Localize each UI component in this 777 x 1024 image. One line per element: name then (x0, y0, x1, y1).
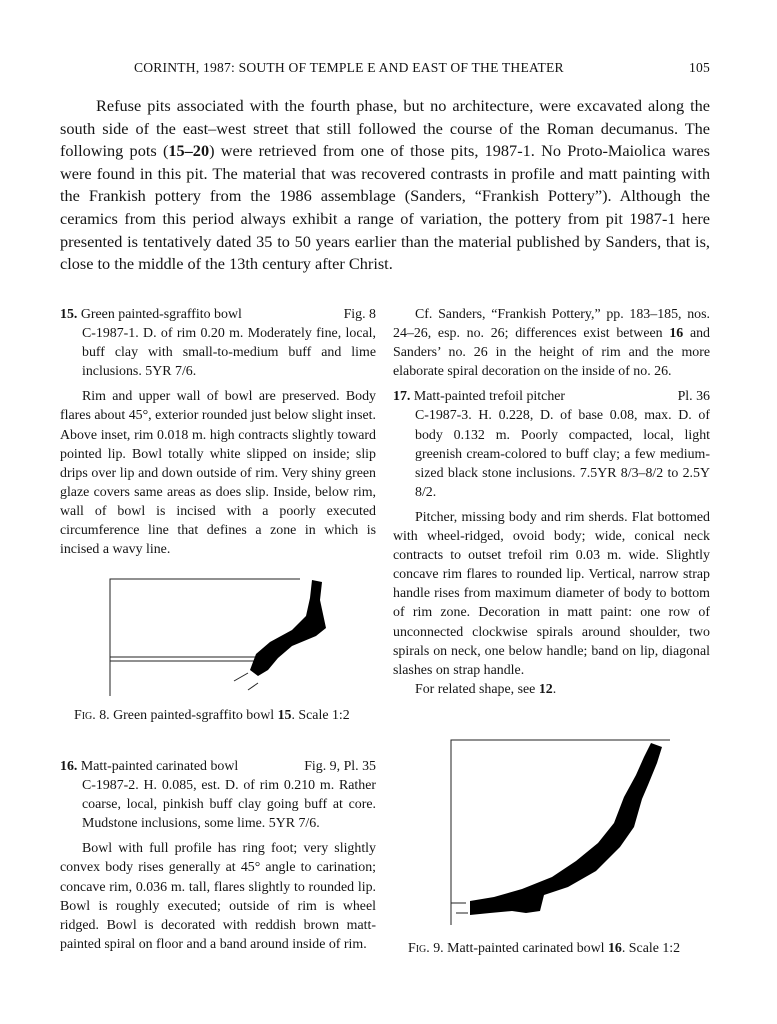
entry-16 (60, 757, 376, 954)
figure-9-profile-drawing (448, 735, 678, 930)
entry-15-description: Rim and upper wall of bowl are preserved. Body flares about 45°, exterior rounded just below slight inset. Above inset, rim 0.018 m. high contracts slightly toward pointed lip. Bowl totally white slipped on inside; slip drips over lip and down outside of rim. Very shiny green glaze covers same areas as does slip. Inside, below rim, wall of bowl is incised with a poorly executed circumference line that defines a zone in which is incised a wavy line. (60, 389, 376, 558)
entry-16-catalog: C-1987-2. H. 0.085, est. D. of rim 0.210 m. Rather coarse, local, pinkish buff clay going buff at core. Mudstone inclusions, some lime. 5YR 7/6. (82, 778, 376, 832)
left-column (60, 305, 376, 559)
entry-16-comparanda: Cf. Sanders, “Frankish Pottery,” pp. 183–185, nos. 24–26, esp. no. 26; differences exist between 16 and Sanders’ no. 26 in the height of rim and the more elaborate spiral decoration on the inside of no. 26. (393, 307, 710, 380)
entry-17-heading: 17. Matt-painted trefoil pitcher Pl. 36 (393, 389, 710, 405)
figure-8-caption: Fig. 8. Green painted-sgraffito bowl 15. Scale 1:2 (74, 708, 350, 723)
page-number: 105 (689, 60, 710, 75)
entry-17-description: Pitcher, missing body and rim sherds. Flat bottomed with wheel-ridged, ovoid body; wide, conical neck contracts to outset trefoil rim 0.03 m. wide. Slightly concave rim flares to rounded lip. Vertical, narrow strap handle rises from maximum diameter of body to bottom of rim zone. Decoration in matt paint: one row of unconnected clockwise spirals around shoulder, two spirals on neck, one below handle; band on lip, diagonal slashes on strap handle. (393, 509, 710, 678)
entry-15-catalog: C-1987-1. D. of rim 0.20 m. Moderately fine, local, buff clay with small-to-medium buff and lime inclusions. 5YR 7/6. (82, 326, 376, 380)
entry-15-heading: 15. Green painted-sgraffito bowl Fig. 8 (60, 307, 376, 322)
entry-17-catalog: C-1987-3. H. 0.228, D. of base 0.08, max. D. of body 0.132 m. Poorly compacted, local, light greenish cream-colored to buff clay; a few medium-sized black stone inclusions. 7.5YR 8/3–8/2 to 2.5Y 8/2. (415, 408, 710, 500)
running-title: CORINTH, 1987: SOUTH OF TEMPLE E AND EAST OF THE THEATER (134, 60, 564, 75)
figure-9-caption: Fig. 9. Matt-painted carinated bowl 16. Scale 1:2 (408, 941, 681, 956)
entry-16-description: Bowl with full profile has ring foot; very slightly convex body rises generally at 45° angle to carination; concave rim, 0.036 m. tall, flares slightly to rounded lip. Bowl is roughly executed; outside of rim is wheel ridged. Bowl is decorated with reddish brown matt-painted spiral on floor and a band around inside of rim. (60, 841, 376, 952)
intro-paragraph: Refuse pits associated with the fourth phase, but no architecture, were excavated along the south side of the east–west street that still followed the course of the Roman decumanus. The following pots (15–20) were retrieved from one of those pits, 1987-1. No Proto-Maiolica wares were found in this pit. The material that was recovered contrasts in profile and matt painting with the Frankish pottery from the 1986 assemblage (Sanders, “Frankish Pottery”). Although the ceramics from this period always exhibit a range of variation, the pottery from pit 1987-1 here presented is tentatively dated 35 to 50 years earlier than the material published by Sanders, that is, close to the middle of the 13th century after Christ. (60, 96, 710, 274)
entry-16-heading: 16. Matt-painted carinated bowl Fig. 9, Pl. 35 (60, 759, 376, 774)
intro-bold-range: 15–20 (168, 141, 210, 161)
figure-8-profile-drawing (100, 570, 340, 700)
entry-17-related: For related shape, see 12. (415, 681, 557, 697)
right-column (393, 305, 710, 699)
